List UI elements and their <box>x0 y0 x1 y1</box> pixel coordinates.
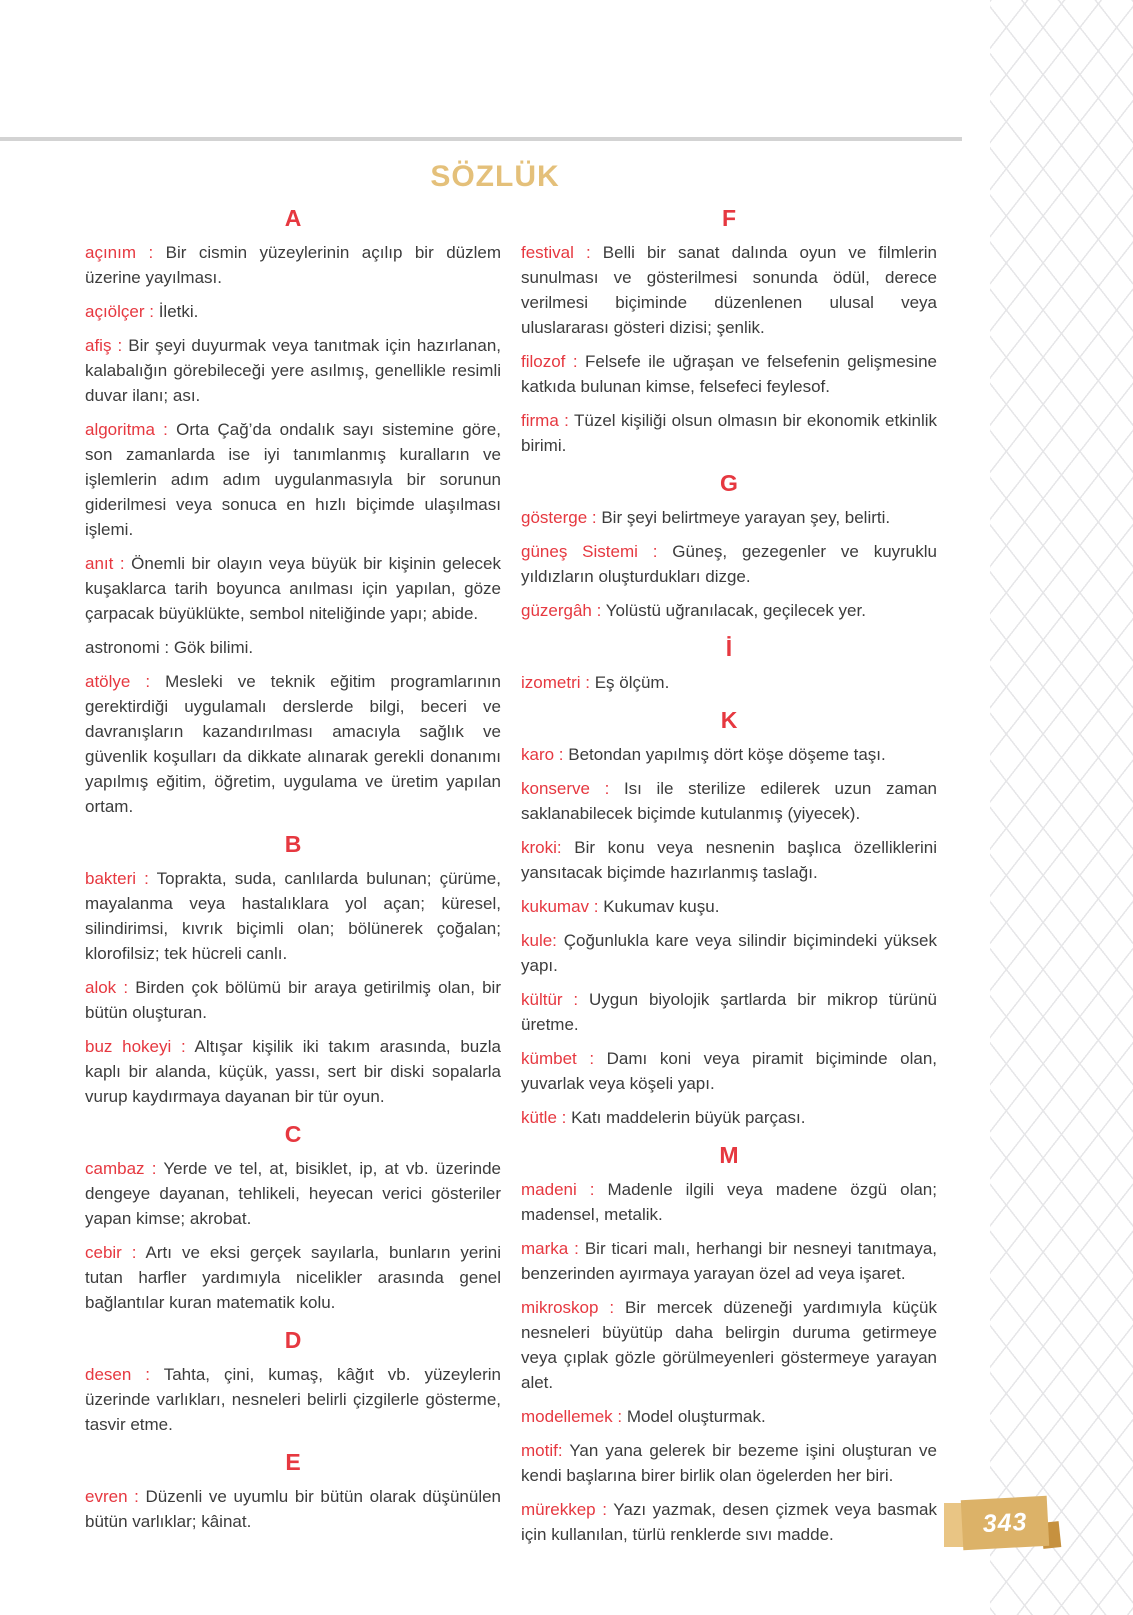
letter-section-İ <box>521 635 937 695</box>
entry-definition: Birden çok bölümü bir araya getirilmiş olan, bir bütün oluşturan. <box>85 978 501 1022</box>
entry-definition: Mesleki ve teknik eğitim programlarının gerektirdiği uygulamalı derslerde bilgi, beceri ve davranışların kazandırılması amacıyla sağlık ve güvenlik koşulları da dikkate alınarak gerekli donanımı yapılmış eğitim, öğretim, uygulama ve üretim yapılan ortam. <box>85 672 501 816</box>
entry-term: açınım : <box>85 243 166 262</box>
entry-definition: Artı ve eksi gerçek sayılarla, bunların yerini tutan harfler yardımıyla nicelikler arasında genel bağlantılar kuran matematik kolu. <box>85 1243 501 1312</box>
entry-term: filozof : <box>521 352 586 371</box>
section-letter: İ <box>725 635 733 661</box>
entry-term: cebir : <box>85 1243 146 1262</box>
dictionary-entry <box>85 669 501 819</box>
entry-term: gösterge : <box>521 508 602 527</box>
entry-term: cambaz : <box>85 1159 164 1178</box>
letter-section-E <box>85 1449 501 1534</box>
dictionary-entry <box>521 928 937 978</box>
dictionary-columns <box>85 205 937 1556</box>
entry-term: güneş Sistemi : <box>521 542 673 561</box>
entry-term: firma : <box>521 411 574 430</box>
page-number: 343 <box>981 1507 1029 1538</box>
letter-section-B <box>85 831 501 1109</box>
dictionary-entry <box>521 1105 937 1130</box>
entry-definition: Yazı yazmak, desen çizmek veya basmak için kullanılan, türlü renklerde sıvı madde. <box>521 1500 937 1544</box>
page-number-badge <box>940 1490 1070 1560</box>
section-letter: G <box>720 470 738 496</box>
entry-definition: Yan yana gelerek bir bezeme işini oluşturan ve kendi başlarına birer birlik olan ögelerden her biri. <box>521 1441 937 1485</box>
entry-term: mürekkep : <box>521 1500 614 1519</box>
header-rule <box>0 137 962 141</box>
dictionary-entry <box>521 835 937 885</box>
dictionary-entry <box>521 1236 937 1286</box>
crosshatch-pattern-strip <box>990 0 1133 1615</box>
entry-term: desen : <box>85 1365 164 1384</box>
entry-term: kroki: <box>521 838 575 857</box>
entry-term: astronomi : <box>85 638 174 657</box>
section-letter: K <box>720 707 738 733</box>
entry-term: marka : <box>521 1239 585 1258</box>
entry-term: modellemek : <box>521 1407 627 1426</box>
section-letter: E <box>285 1449 301 1475</box>
entry-term: konserve : <box>521 779 624 798</box>
dictionary-entry <box>85 1362 501 1437</box>
entry-definition: Uygun biyolojik şartlarda bir mikrop türünü üretme. <box>521 990 937 1034</box>
dictionary-entry <box>521 742 937 767</box>
dictionary-entry <box>85 551 501 626</box>
dictionary-entry <box>521 505 937 530</box>
entry-definition: Bir şeyi duyurmak veya tanıtmak için hazırlanan, kalabalığın görebileceği yere asılmış, genellikle resimli duvar ilanı; ası. <box>85 336 502 405</box>
letter-section-F <box>521 205 937 458</box>
entry-definition: Toprakta, suda, canlılarda bulunan; çürüme, mayalanma veya hastalıklara yol açan; küresel, silindirimsi, kıvrık biçimli olan; bölünerek çoğalan; klorofilsiz; tek hücreli canlı. <box>85 869 501 963</box>
entry-term: güzergâh : <box>521 601 606 620</box>
entry-definition: Orta Çağ’da ondalık sayı sistemine göre, son zamanlarda ise iyi tanımlanmış kuralların ve işlemlerin adım adım uygulanmasıyla bir sorunun giderilmesi veya sonuca en hızlı biçimde ulaşılması işlemi. <box>85 420 501 539</box>
entry-definition: İletki. <box>158 302 199 321</box>
entry-term: anıt : <box>85 554 132 573</box>
entry-term: algoritma : <box>85 420 177 439</box>
entry-term: bakteri : <box>85 869 157 888</box>
entry-definition: Madenle ilgili veya madene özgü olan; madensel, metalik. <box>521 1180 937 1224</box>
entry-definition: Betondan yapılmış dört köşe döşeme taşı. <box>568 745 886 764</box>
entry-term: festival : <box>521 243 603 262</box>
entry-definition: Altışar kişilik iki takım arasında, buzla kaplı bir alanda, küçük, yassı, sert bir diski sopalarla vurup kaydırmaya dayanan bir tür oyun. <box>85 1037 501 1106</box>
letter-section-D <box>85 1327 501 1437</box>
entry-term: afiş : <box>85 336 129 355</box>
dictionary-entry <box>85 635 501 660</box>
dictionary-entry <box>521 408 937 458</box>
entry-definition: Felsefe ile uğraşan ve felsefenin gelişmesine katkıda bulunan kimse, felsefeci feylesof. <box>521 352 937 396</box>
dictionary-entry <box>85 866 501 966</box>
dictionary-entry <box>85 1034 501 1109</box>
entry-definition: Bir cismin yüzeylerinin açılıp bir düzlem üzerine yayılması. <box>85 243 502 287</box>
entry-definition: Bir konu veya nesnenin başlıca özelliklerini yansıtacak biçimde hazırlanmış taslağı. <box>521 838 937 882</box>
dictionary-entry <box>521 1497 937 1547</box>
dictionary-entry <box>521 1295 937 1395</box>
dictionary-entry <box>521 539 937 589</box>
entry-definition: Kukumav kuşu. <box>603 897 720 916</box>
entry-term: mikroskop : <box>521 1298 626 1317</box>
dictionary-entry <box>85 240 501 290</box>
dictionary-entry <box>521 987 937 1037</box>
entry-term: kule: <box>521 931 564 950</box>
dictionary-entry <box>85 975 501 1025</box>
entry-definition: Damı koni veya piramit biçiminde olan, yuvarlak veya köşeli yapı. <box>521 1049 937 1093</box>
entry-definition: Belli bir sanat dalında oyun ve filmlerin sunulması ve gösterilmesi sonunda ödül, derece verilmesi biçiminde düzenlenen ulusal veya uluslararası gösteri dizisi; şenlik. <box>521 243 937 337</box>
section-letter: F <box>721 205 737 231</box>
ribbon-body <box>961 1496 1049 1550</box>
entry-definition: Bir şeyi belirtmeye yarayan şey, belirti. <box>601 508 891 527</box>
entry-definition: Bir mercek düzeneği yardımıyla küçük nesneleri büyütüp daha belirgin duruma getirmeye veya çıplak gözle görülmeyenleri göstermeye yarayan alet. <box>521 1298 937 1392</box>
entry-definition: Katı maddelerin büyük parçası. <box>571 1108 806 1127</box>
entry-definition: Önemli bir olayın veya büyük bir kişinin gelecek kuşaklarca tarih boyunca anılması için yapılan, göze çarpacak büyüklükte, sembol niteliğinde yapı; abide. <box>85 554 501 623</box>
entry-definition: Yerde ve tel, at, bisiklet, ip, at vb. üzerinde dengeye dayanan, tehlikeli, heyecan verici gösteriler yapan kimse; akrobat. <box>85 1159 501 1228</box>
entry-definition: Model oluşturmak. <box>626 1407 766 1426</box>
entry-term: alok : <box>85 978 136 997</box>
section-letter: M <box>719 1142 739 1168</box>
letter-section-M <box>521 1142 937 1547</box>
dictionary-entry <box>521 1438 937 1488</box>
entry-term: kütle : <box>521 1108 572 1127</box>
entry-definition: Tüzel kişiliği olsun olmasın bir ekonomik etkinlik birimi. <box>521 411 938 455</box>
page-title: SÖZLÜK <box>430 160 560 193</box>
dictionary-entry <box>521 1404 937 1429</box>
entry-definition: Çoğunlukla kare veya silindir biçimindeki yüksek yapı. <box>521 931 938 975</box>
dictionary-entry <box>521 349 937 399</box>
dictionary-entry <box>521 894 937 919</box>
dictionary-entry <box>85 417 501 542</box>
letter-section-C <box>85 1121 501 1315</box>
dictionary-entry <box>521 670 937 695</box>
section-letter: C <box>284 1121 302 1147</box>
dictionary-entry <box>85 1484 501 1534</box>
entry-term: madeni : <box>521 1180 608 1199</box>
letter-section-K <box>521 707 937 1130</box>
dictionary-entry <box>85 299 501 324</box>
entry-term: kültür : <box>521 990 589 1009</box>
letter-section-A <box>85 205 501 819</box>
entry-term: atölye : <box>85 672 166 691</box>
entry-definition: Eş ölçüm. <box>594 673 670 692</box>
dictionary-entry <box>85 1240 501 1315</box>
dictionary-entry <box>85 333 501 408</box>
entry-term: karo : <box>521 745 569 764</box>
right-column <box>521 205 937 1556</box>
entry-term: kümbet : <box>521 1049 607 1068</box>
dictionary-entry <box>521 1046 937 1096</box>
dictionary-entry <box>521 776 937 826</box>
section-letter: D <box>284 1327 302 1353</box>
entry-definition: Isı ile sterilize edilerek uzun zaman saklanabilecek biçimde kutulanmış (yiyecek). <box>521 779 937 823</box>
entry-definition: Tahta, çini, kumaş, kâğıt vb. yüzeylerin üzerinde varlıkları, nesneleri belirli çizgilerle gösterme, tasvir etme. <box>85 1365 501 1434</box>
section-letter: B <box>284 831 302 857</box>
left-column <box>85 205 501 1556</box>
entry-term: motif: <box>521 1441 570 1460</box>
section-letter: A <box>284 205 302 231</box>
entry-definition: Düzenli ve uyumlu bir bütün olarak düşünülen bütün varlıklar; kâinat. <box>85 1487 501 1531</box>
entry-term: kukumav : <box>521 897 604 916</box>
entry-term: açıölçer : <box>85 302 159 321</box>
dictionary-entry <box>85 1156 501 1231</box>
dictionary-entry <box>521 598 937 623</box>
entry-definition: Yolüstü uğranılacak, geçilecek yer. <box>605 601 866 620</box>
dictionary-entry <box>521 1177 937 1227</box>
dictionary-entry <box>521 240 937 340</box>
entry-term: evren : <box>85 1487 146 1506</box>
entry-term: buz hokeyi : <box>85 1037 195 1056</box>
entry-definition: Bir ticari malı, herhangi bir nesneyi tanıtmaya, benzerinden ayırmaya yarayan özel ad veya işaret. <box>521 1239 938 1283</box>
letter-section-G <box>521 470 937 623</box>
entry-definition: Gök bilimi. <box>173 638 254 657</box>
entry-definition: Güneş, gezegenler ve kuyruklu yıldızların oluşturdukları dizge. <box>521 542 937 586</box>
entry-term: izometri : <box>521 673 595 692</box>
